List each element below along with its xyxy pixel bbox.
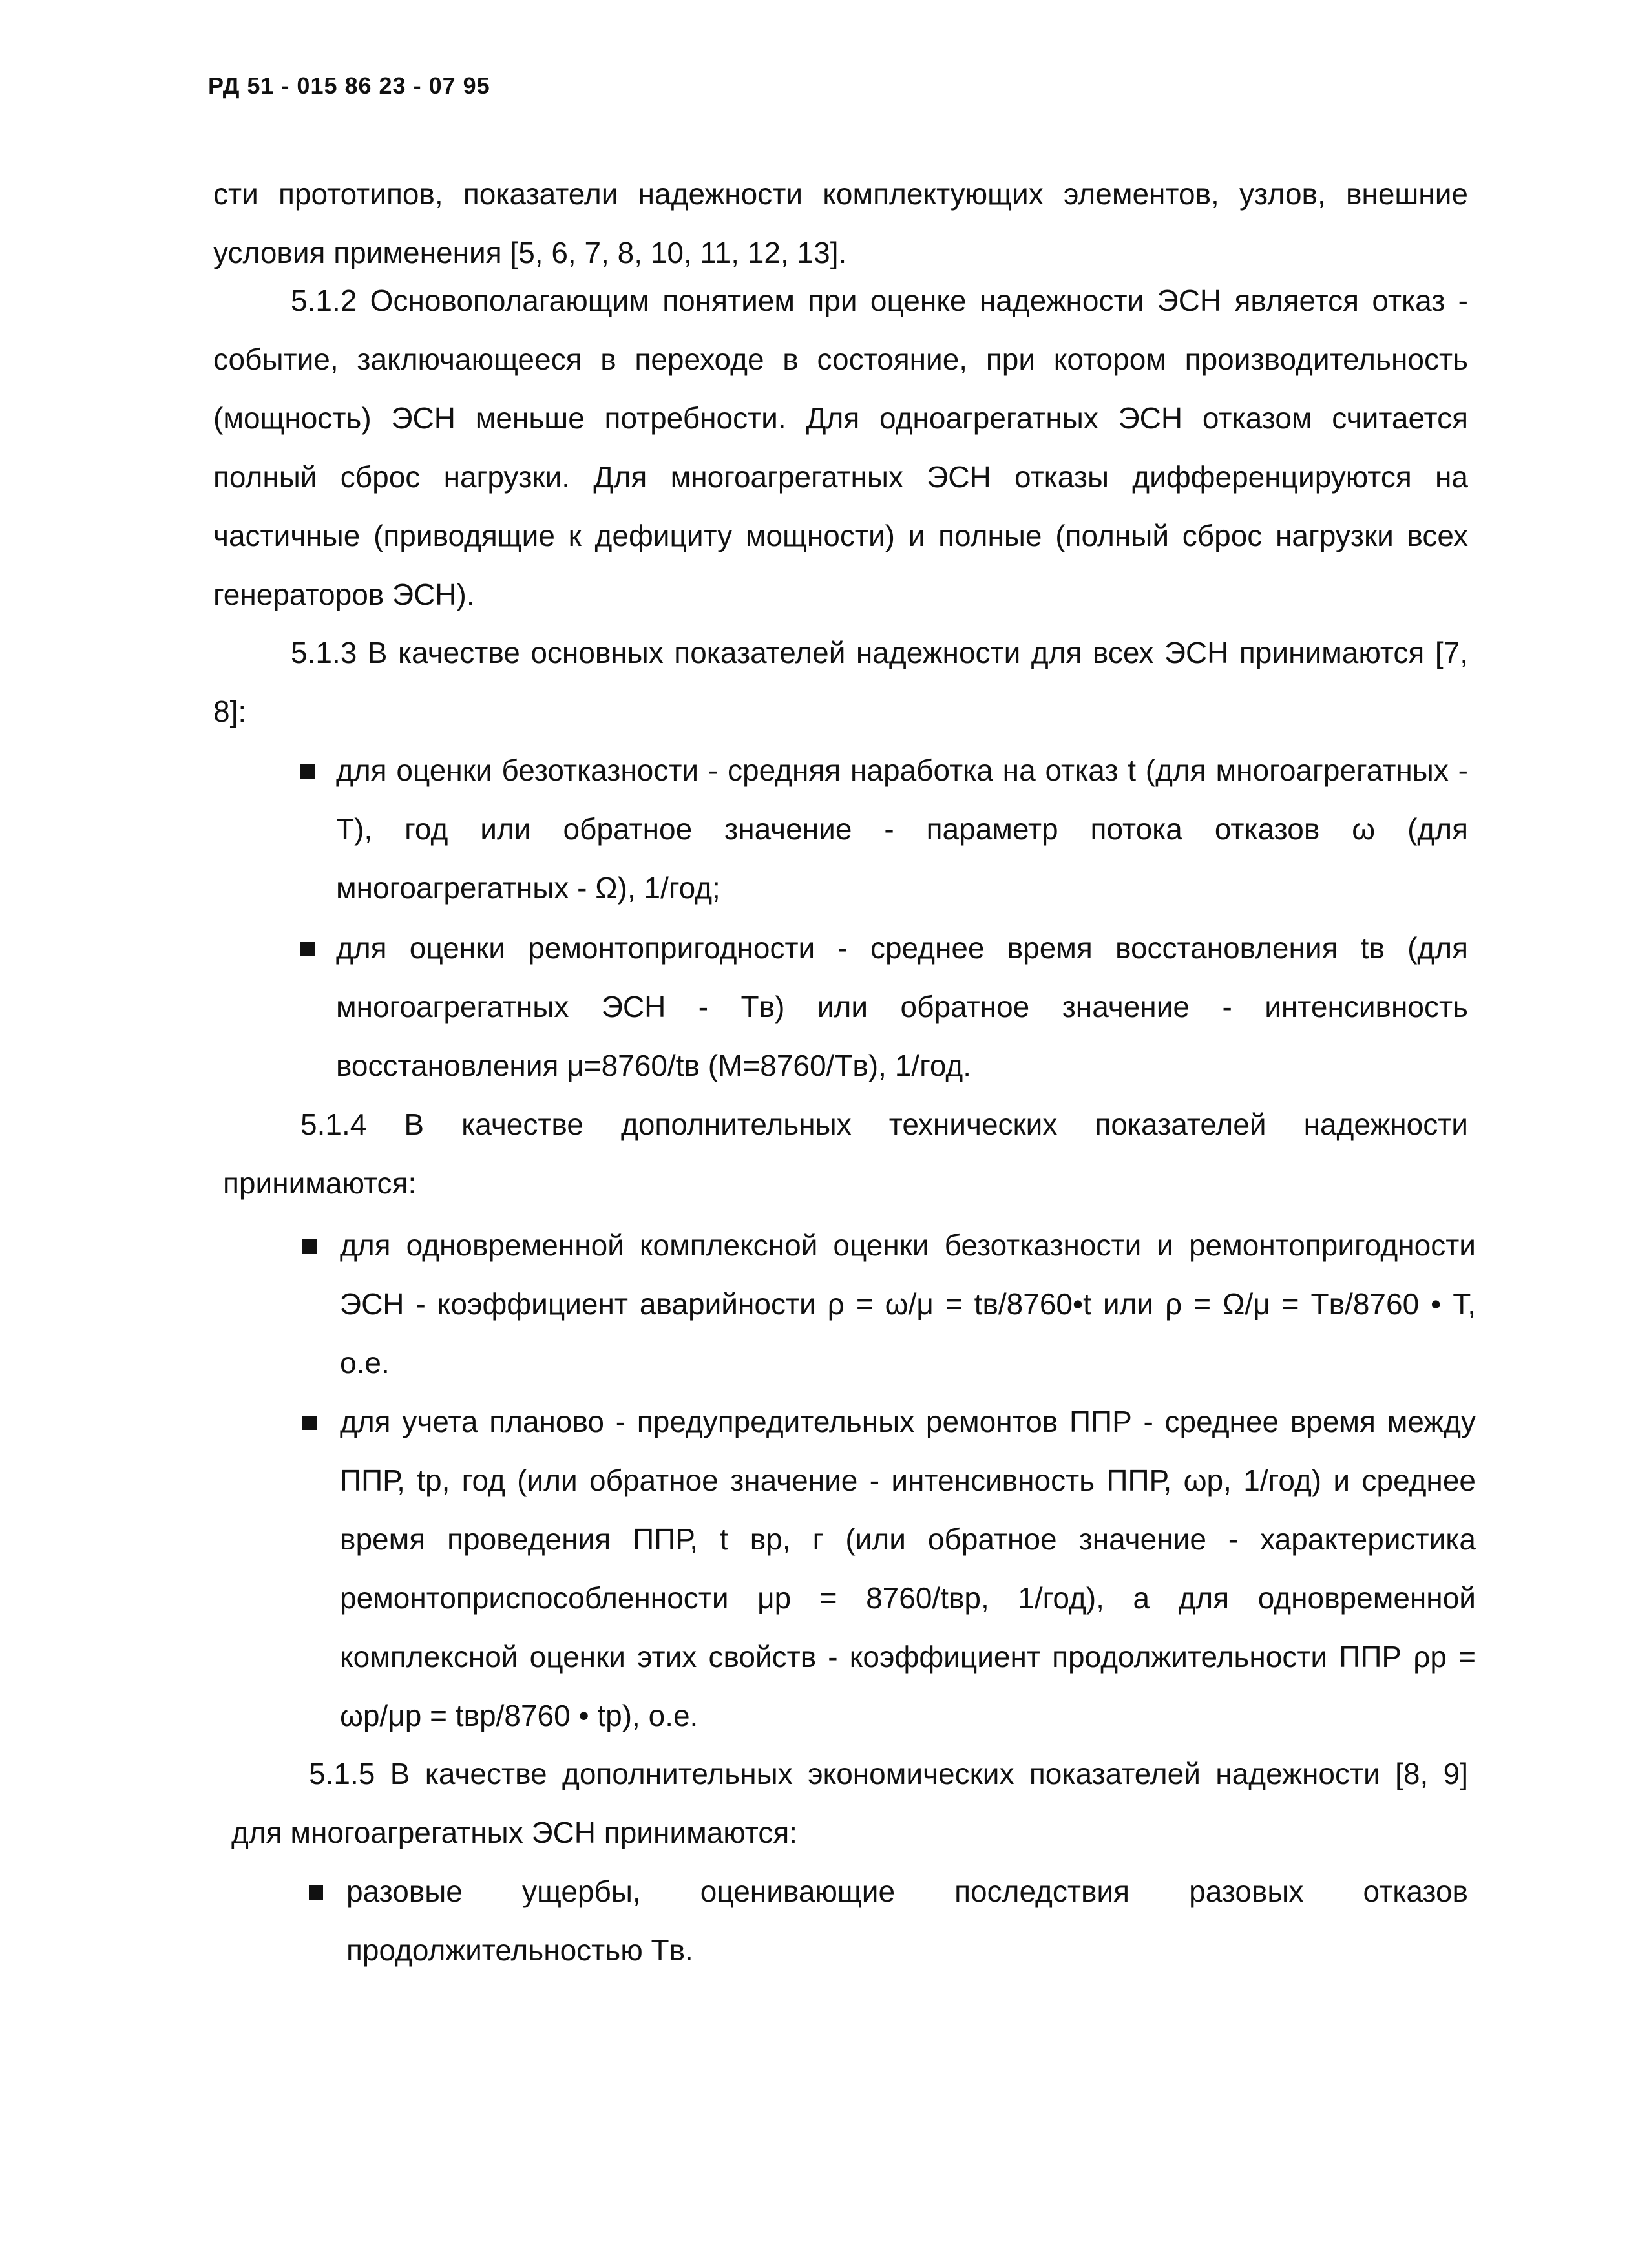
paragraph-5-1-5: 5.1.5 В качестве дополнительных экономических показателей надежности [8, 9] для многоагрегатных ЭСН принимаются: — [231, 1757, 1468, 1849]
paragraph-continuation: сти прототипов, показатели надежности комплектующих элементов, узлов, внешние условия применения [5, 6, 7, 8, 10, 11, 12, 13]. — [213, 177, 1468, 269]
bullet-square-icon — [302, 1416, 317, 1430]
bullet-square-icon — [309, 1885, 323, 1900]
paragraph-5-1-3: 5.1.3 В качестве основных показателей надежности для всех ЭСН принимаются [7, 8]: — [213, 636, 1468, 728]
paragraph-5-1-2: 5.1.2 Основополагающим понятием при оценке надежности ЭСН является отказ - событие, заключающееся в переходе в состояние, при котором производительность (мощность) ЭСН меньше потребности. Для одноагрегатных ЭСН отказом считается полный сброс нагрузки. Для многоагрегатных ЭСН отказы дифференцируются на частичные (приводящие к дефициту мощности) и полные (полный сброс нагрузки всех генераторов ЭСН). — [213, 284, 1468, 611]
bullet-square-icon — [300, 764, 315, 779]
bullet-square-icon — [302, 1239, 317, 1254]
list-item: для оценки ремонтопригодности - среднее время восстановления tв (для многоагрегатных ЭСН - Tв) или обратное значение - интенсивность восстановления μ=8760/tв (M=8760/Tв), 1/год. — [336, 931, 1468, 1082]
document-code: РД 51 - 015 86 23 - 07 95 — [208, 72, 490, 99]
list-item: для оценки безотказности - средняя наработка на отказ t (для многоагрегатных - T), год или обратное значение - параметр потока отказов ω (для многоагрегатных - Ω), 1/год; — [336, 753, 1468, 905]
list-item: для учета планово - предупредительных ремонтов ППР - среднее время между ППР, tр, год (или обратное значение - интенсивность ППР, ωр, 1/год) и среднее время проведения ППР, t вр, г (или обратное значение - характеристика ремонтоприспособленности μр = 8760/tвр, 1/год), а для одновременной комплексной оценки этих свойств - коэффициент продолжительности ППР ρр = ωр/μр = tвр/8760 • tр), о.е. — [340, 1405, 1476, 1732]
list-item: для одновременной комплексной оценки безотказности и ремонтопригодности ЭСН - коэффициент аварийности ρ = ω/μ = tв/8760•t или ρ = Ω/μ = Tв/8760 • T, о.е. — [340, 1228, 1476, 1380]
list-item: разовые ущербы, оценивающие последствия разовых отказов продолжительностью Tв. — [346, 1874, 1468, 1967]
paragraph-5-1-4: 5.1.4 В качестве дополнительных технических показателей надежности принимаются: — [223, 1108, 1468, 1200]
bullet-square-icon — [300, 942, 315, 956]
